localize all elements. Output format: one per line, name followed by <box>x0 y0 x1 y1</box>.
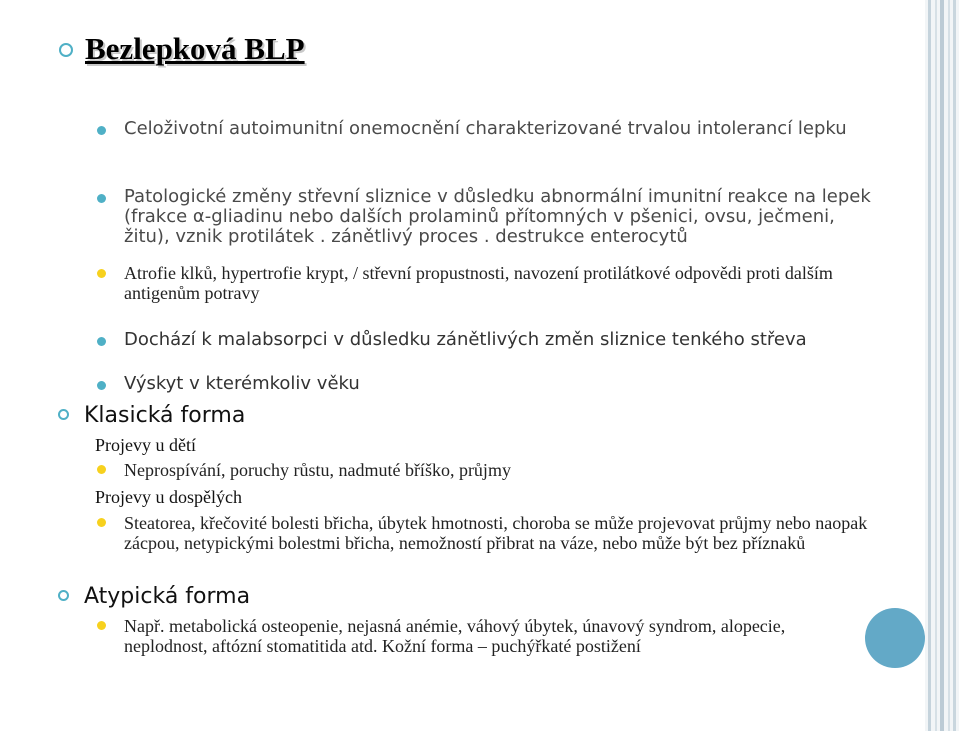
list-item <box>97 374 887 394</box>
section-heading: Atypická forma <box>84 584 251 609</box>
list-item <box>97 617 847 657</box>
list-item-text: Dochází k malabsorpci v důsledku zánětlivých změn sliznice tenkého střeva <box>124 329 807 350</box>
list-item-text: Atrofie klků, hypertrofie krypt, / střevní propustnosti, navození protilátkové odpovědi proti dalším antigenům potravy <box>124 263 833 303</box>
section-heading-row <box>58 586 250 608</box>
sub-heading-row <box>95 436 196 454</box>
list-item-text: Např. metabolická osteopenie, nejasná anémie, váhový úbytek, únavový syndrom, alopecie, neplodnost, aftózní stomatitida atd. Kožní forma – puchýřkaté postižení <box>124 616 786 656</box>
bullet-icon <box>97 465 106 474</box>
bullet-icon <box>97 518 106 527</box>
bullet-icon <box>97 337 106 346</box>
list-item <box>97 514 912 554</box>
ring-bullet-icon <box>58 409 69 420</box>
sub-heading: Projevy u dětí <box>95 435 196 455</box>
bullet-icon <box>97 126 106 135</box>
bullet-icon <box>97 621 106 630</box>
sub-heading: Projevy u dospělých <box>95 487 242 507</box>
decorative-circle <box>865 608 925 668</box>
decorative-stripes <box>925 0 959 731</box>
bullet-icon <box>97 194 106 203</box>
list-item-text: Celoživotní autoimunitní onemocnění charakterizované trvalou intolerancí lepku <box>124 118 847 139</box>
title-row <box>59 33 305 64</box>
ring-bullet-icon <box>59 43 73 57</box>
ring-bullet-icon <box>58 590 69 601</box>
list-item <box>97 330 887 350</box>
list-item <box>97 119 867 139</box>
sub-heading-row <box>95 488 242 506</box>
list-item <box>97 461 877 481</box>
page-title: Bezlepková BLP <box>85 31 305 66</box>
section-heading-row <box>58 405 245 427</box>
list-item-text: Steatorea, křečovité bolesti břicha, úbytek hmotnosti, choroba se může projevovat průjmy nebo naopak zácpou, netypickými bolestmi břicha, nemožností přibrat na váze, nebo může být bez příznaků <box>124 513 868 553</box>
list-item <box>97 187 872 246</box>
bullet-icon <box>97 381 106 390</box>
list-item-text: Výskyt v kterémkoliv věku <box>124 373 360 394</box>
list-item <box>97 264 857 304</box>
list-item-text: Patologické změny střevní sliznice v důsledku abnormální imunitní reakce na lepek (frakce α-gliadinu nebo dalších prolaminů přítomných v pšenici, ovsu, ječmeni, žitu), vznik protilátek . zánětlivý proces . destrukce enterocytů <box>124 186 871 247</box>
section-heading: Klasická forma <box>84 403 246 428</box>
bullet-icon <box>97 269 106 278</box>
list-item-text: Neprospívání, poruchy růstu, nadmuté bříško, průjmy <box>124 460 511 480</box>
